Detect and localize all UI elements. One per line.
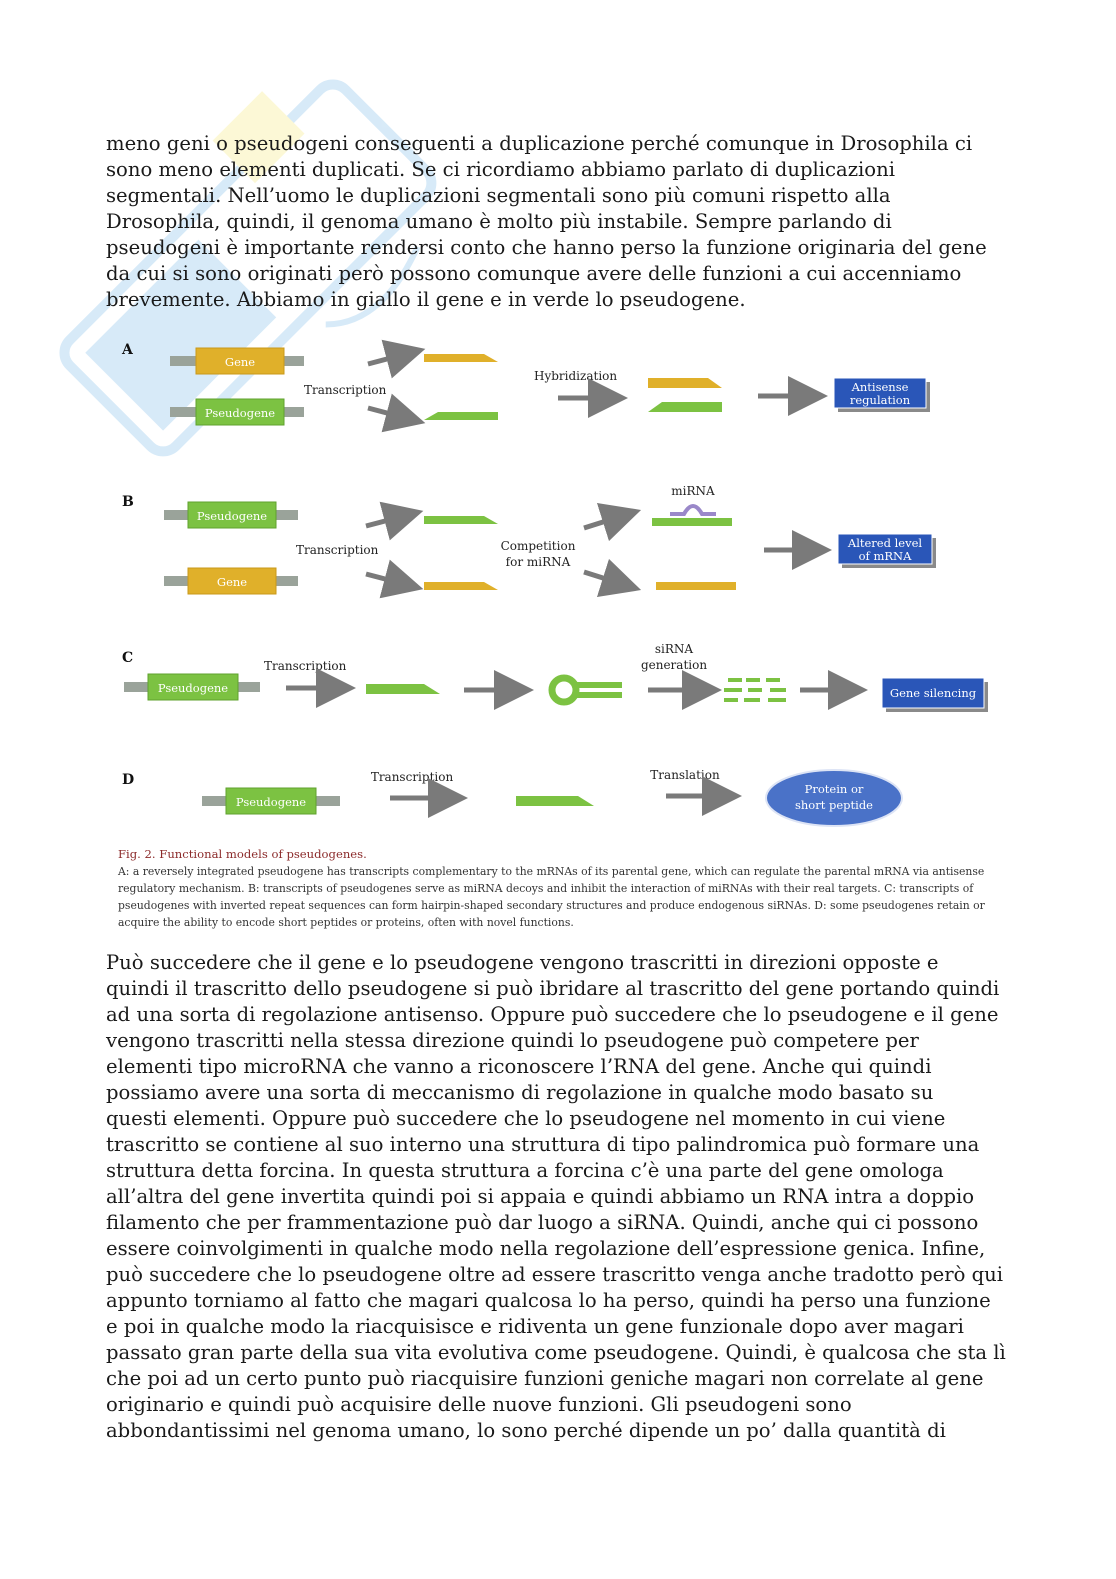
text-line: possiamo avere una sorta di meccanismo di regolazione in qualche modo basato su xyxy=(106,1081,934,1104)
panel-a-letter: A xyxy=(122,342,133,358)
text-line: originario e quindi può acquisire delle nuove funzioni. Gli pseudogeni sono xyxy=(106,1393,852,1416)
pseudogene-transcript-icon xyxy=(424,516,498,524)
sirna-label: generation xyxy=(640,658,708,672)
result-label: Protein or xyxy=(804,782,864,796)
arrow-icon xyxy=(368,408,406,418)
result-label: of mRNA xyxy=(858,549,912,563)
text-line: Drosophila, quindi, il genoma umano è molto più instabile. Sempre parlando di xyxy=(106,210,892,233)
sirna-label: siRNA xyxy=(654,642,694,656)
panel-b-letter: B xyxy=(122,494,134,510)
caption-line: regulatory mechanism. B: transcripts of pseudogenes serve as miRNA decoys and inhibit the interaction of miRNAs with their real targets. C: transcripts of xyxy=(118,882,974,895)
text-line: essere coinvolgimenti in qualche modo nella regolazione dell’espressione genica. Infine, xyxy=(106,1237,986,1260)
text-line: elementi tipo microRNA che vanno a riconoscere l’RNA del gene. Anche qui quindi xyxy=(106,1055,932,1078)
arrow-icon xyxy=(366,516,404,526)
pseudogene-functional-models-figure xyxy=(118,338,1000,838)
gene-label: Gene xyxy=(216,575,248,589)
text-line: ad una sorta di regolazione antisenso. Oppure può succedere che lo pseudogene e il gene xyxy=(106,1003,999,1026)
text-line: appunto torniamo al fatto che magari qualcosa lo ha perso, quindi ha perso una funzione xyxy=(106,1289,991,1312)
text-line: da cui si sono originati però possono comunque avere delle funzioni a cui accenniamo xyxy=(106,262,962,285)
pseudogene-label: Pseudogene xyxy=(196,509,268,523)
pseudogene-label: Pseudogene xyxy=(157,681,229,695)
gene-transcript-icon xyxy=(424,582,498,590)
hairpin-icon xyxy=(552,678,622,702)
text-line: quindi il trascritto dello pseudogene si può ibridare al trascritto del gene portando quindi xyxy=(106,977,1000,1000)
text-line: abbondantissimi nel genoma umano, lo sono perché dipende un po’ dalla quantità di xyxy=(106,1419,946,1442)
arrow-icon xyxy=(368,354,406,364)
result-label: Antisense xyxy=(851,380,909,394)
mirna-icon xyxy=(670,506,716,514)
caption-line: pseudogenes with inverted repeat sequences can form hairpin-shaped secondary structures and produce endogenous siRNAs. D: some pseudogenes retain or xyxy=(118,899,985,912)
sirna-fragments-icon xyxy=(724,678,786,702)
gene-transcript-icon xyxy=(648,378,722,388)
body-paragraph-top xyxy=(106,131,1006,313)
text-line: filamento che per frammentazione può dar luogo a siRNA. Quindi, anche qui ci possono xyxy=(106,1211,979,1234)
arrow-icon xyxy=(584,516,622,528)
text-line: e poi in qualche modo la riacquisisce e ridiventa un gene funzionale dopo aver magari xyxy=(106,1315,964,1338)
text-line: pseudogeni è importante rendersi conto che hanno perso la funzione originaria del gene xyxy=(106,236,987,259)
text-line: Può succedere che il gene e lo pseudogene vengono trascritti in direzioni opposte e xyxy=(106,951,939,974)
competition-label: Competition xyxy=(500,539,576,553)
caption-title: Fig. 2. Functional models of pseudogenes. xyxy=(118,847,367,861)
transcription-label: Transcription xyxy=(304,383,387,397)
text-line: meno geni o pseudogeni conseguenti a duplicazione perché comunque in Drosophila ci xyxy=(106,132,973,155)
hybridization-label: Hybridization xyxy=(534,369,618,383)
text-line: può succedere che lo pseudogene oltre ad essere trascritto venga anche tradotto però qui xyxy=(106,1263,1004,1286)
body-paragraph-bottom xyxy=(106,950,1006,1444)
gene-transcript-icon xyxy=(424,354,498,362)
caption-line: acquire the ability to encode short peptides or proteins, often with novel functions. xyxy=(118,916,574,929)
text-line: segmentali. Nell’uomo le duplicazioni segmentali sono più comuni rispetto alla xyxy=(106,184,891,207)
text-line: struttura detta forcina. In questa struttura a forcina c’è una parte del gene omologa xyxy=(106,1159,944,1182)
pseudogene-label: Pseudogene xyxy=(235,795,307,809)
transcription-label: Transcription xyxy=(370,770,454,784)
figure-caption xyxy=(118,846,998,931)
translation-label: Translation xyxy=(650,768,720,782)
text-line: sono meno elementi duplicati. Se ci ricordiamo abbiamo parlato di duplicazioni xyxy=(106,158,895,181)
transcription-label: Transcription xyxy=(264,659,347,673)
mirna-label: miRNA xyxy=(671,484,715,498)
panel-c-letter: C xyxy=(122,650,134,666)
transcription-label: Transcription xyxy=(296,543,379,557)
arrow-icon xyxy=(584,572,622,584)
result-label: Gene silencing xyxy=(889,686,977,700)
text-line: questi elementi. Oppure può succedere che lo pseudogene nel momento in cui viene xyxy=(106,1107,946,1130)
pseudogene-transcript-icon xyxy=(366,684,440,694)
pseudogene-transcript-icon xyxy=(516,796,594,806)
result-label: regulation xyxy=(849,393,911,407)
panel-d-letter: D xyxy=(122,772,135,788)
pseudogene-transcript-icon xyxy=(648,402,722,412)
arrow-icon xyxy=(366,574,404,584)
text-line: passato gran parte della sua vita evolutiva come pseudogene. Quindi, è qualcosa che sta lì xyxy=(106,1341,1006,1364)
pseudogene-transcript-icon xyxy=(424,412,498,420)
caption-line: A: a reversely integrated pseudogene has transcripts complementary to the mRNAs of its parental gene, which can regulate the parental mRNA via antisense xyxy=(118,865,985,878)
text-line: brevemente. Abbiamo in giallo il gene e in verde lo pseudogene. xyxy=(106,288,746,311)
text-line: che poi ad un certo punto può riacquisire funzioni geniche magari non correlate al gene xyxy=(106,1367,984,1390)
pseudogene-transcript-icon xyxy=(652,518,732,526)
result-label: short peptide xyxy=(794,798,874,812)
text-line: all’altra del gene invertita quindi poi si appaia e quindi abbiamo un RNA intra a doppio xyxy=(106,1185,975,1208)
text-line: trascritto se contiene al suo interno una struttura di tipo palindromica può formare una xyxy=(106,1133,980,1156)
gene-transcript-icon xyxy=(656,582,736,590)
gene-label: Gene xyxy=(224,355,256,369)
competition-label: for miRNA xyxy=(505,555,571,569)
result-label: Altered level xyxy=(847,536,923,550)
pseudogene-label: Pseudogene xyxy=(204,406,276,420)
text-line: vengono trascritti nella stessa direzione quindi lo pseudogene può competere per xyxy=(106,1029,919,1052)
